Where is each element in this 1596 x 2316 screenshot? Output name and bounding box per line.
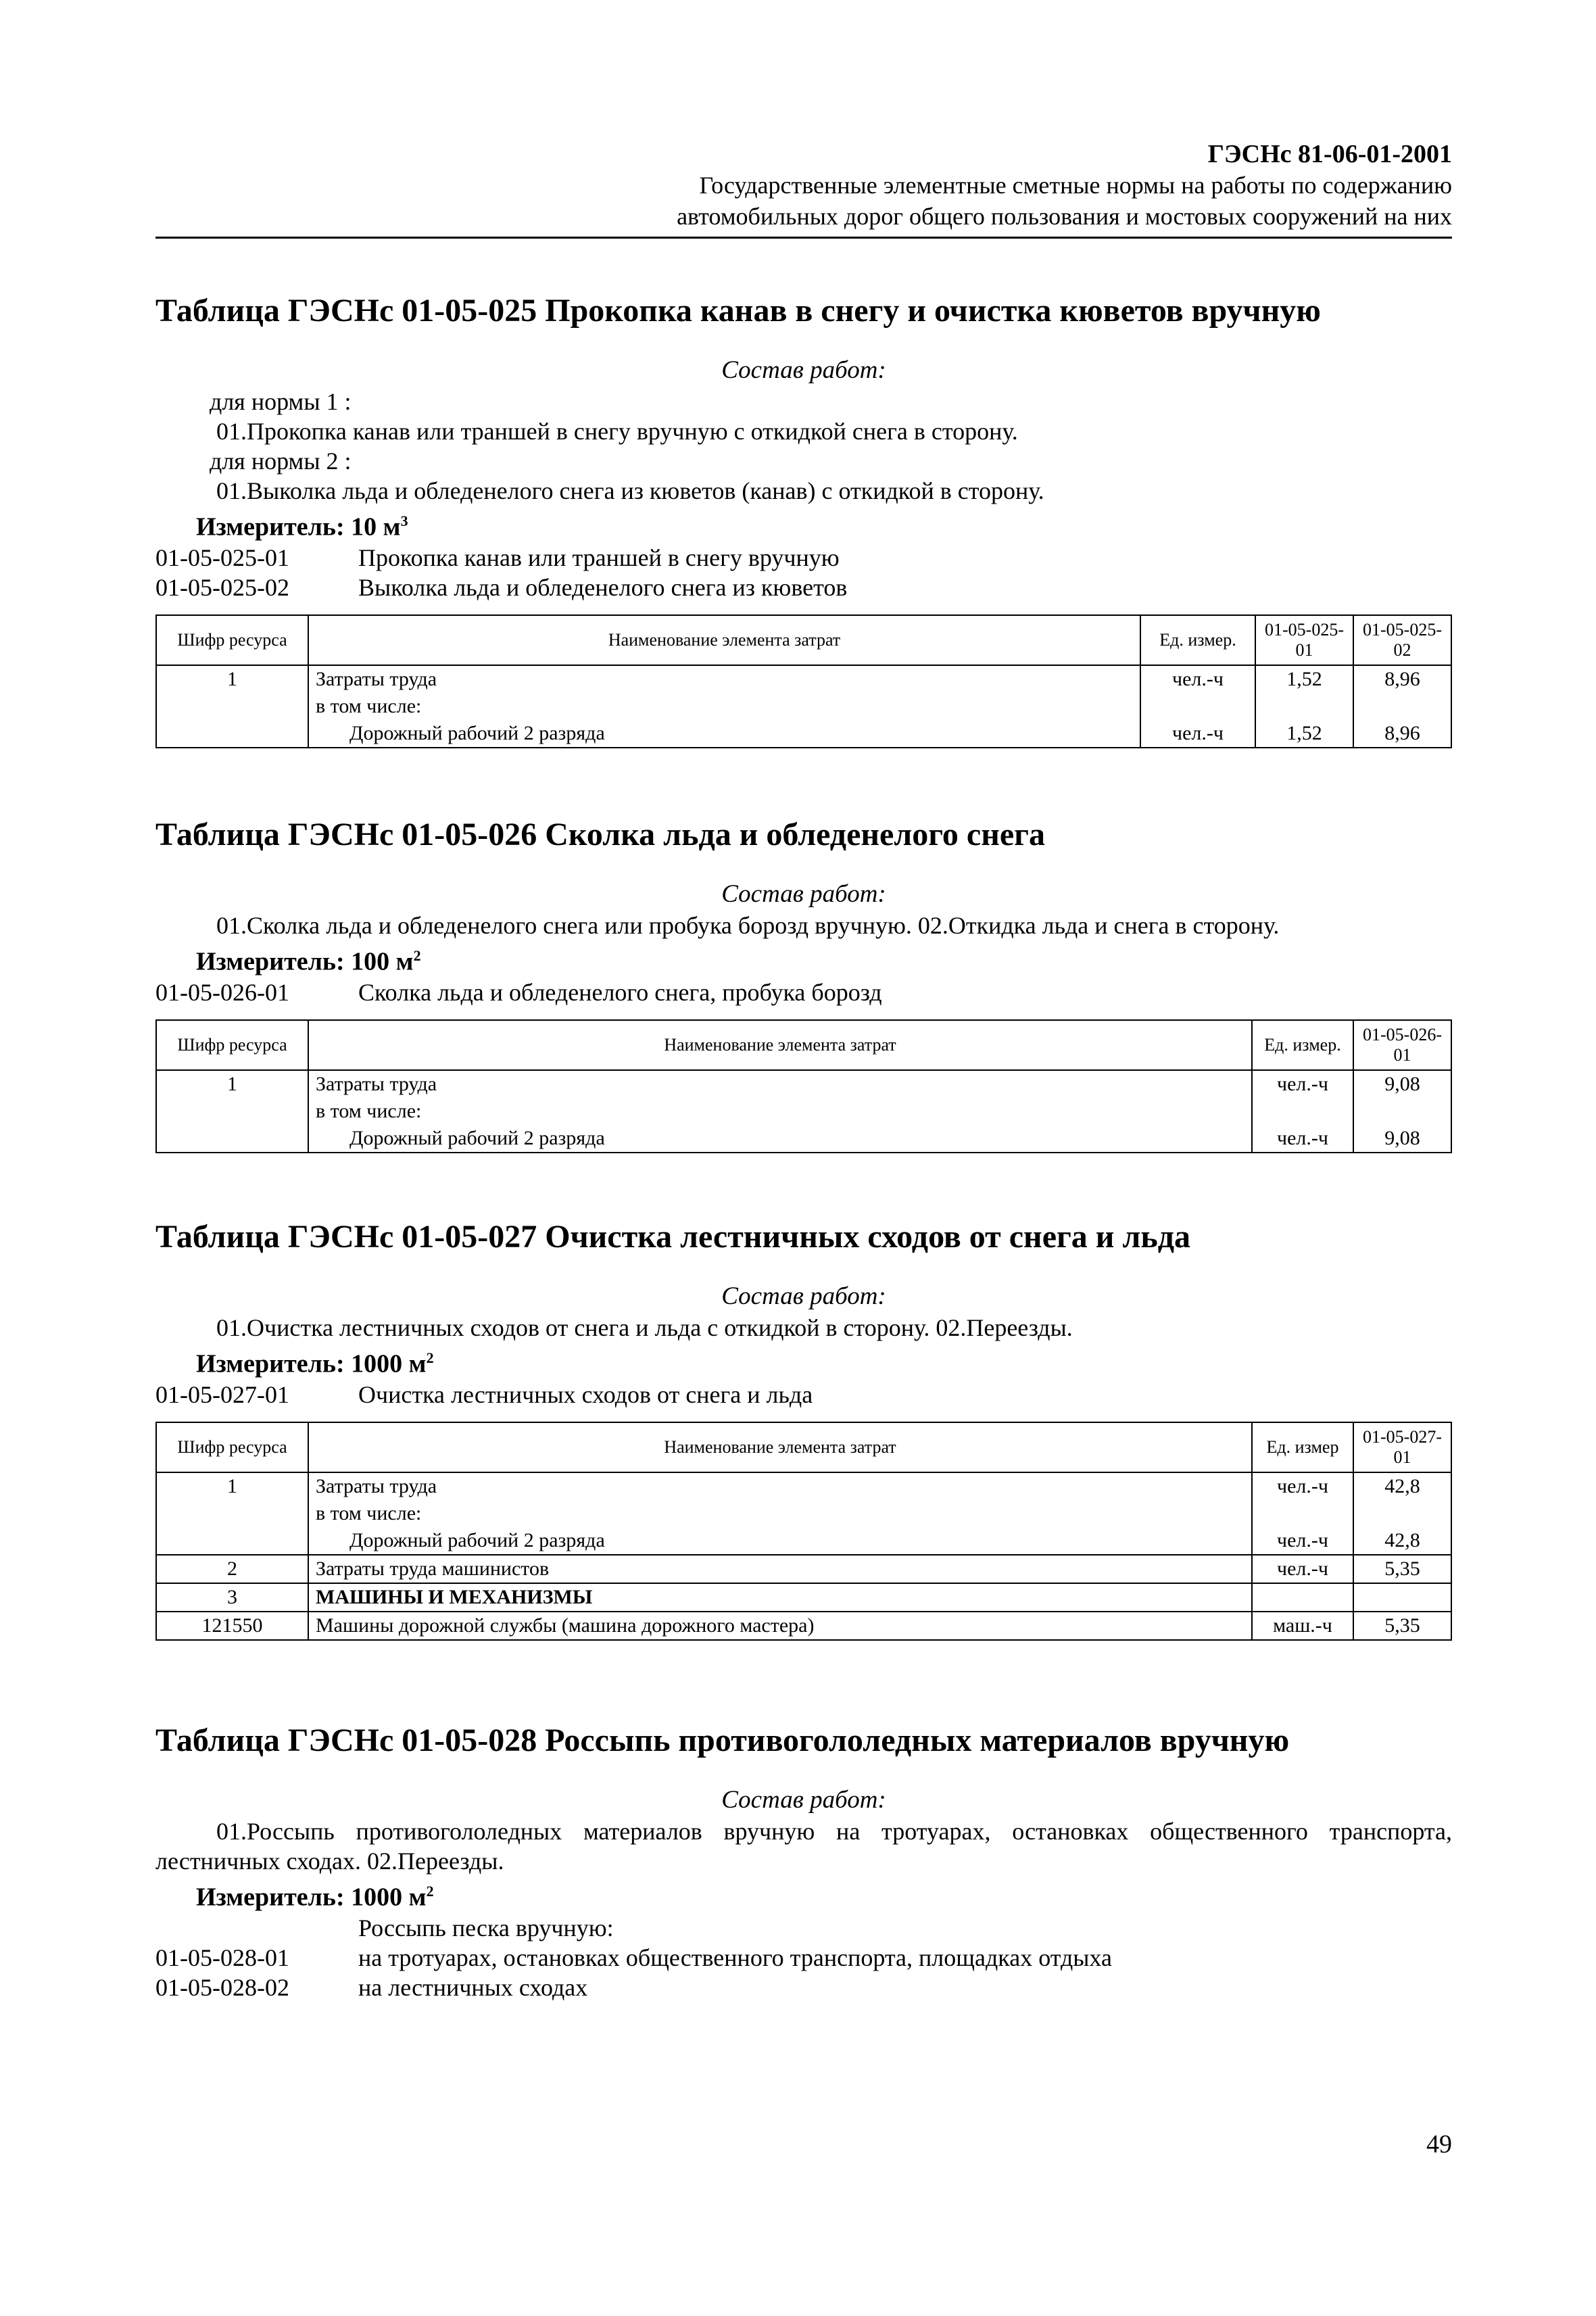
cell-value: 1,52 <box>1255 665 1353 693</box>
col-norm-1: 01-05-025-01 <box>1255 615 1353 665</box>
header-rule <box>155 237 1452 239</box>
measure-value: 1000 м <box>351 1883 427 1912</box>
measure-value: 1000 м <box>351 1349 427 1378</box>
col-cost-element: Наименование элемента затрат <box>308 1422 1252 1472</box>
table-row <box>156 1555 1451 1583</box>
cell-unit: чел.-ч <box>1252 1527 1353 1555</box>
cell-unit <box>1140 693 1255 720</box>
cell-name: Затраты труда <box>308 1472 1252 1500</box>
header-line-1: Государственные элементные сметные нормы на работы по содержанию <box>699 172 1452 199</box>
col-resource-code: Шифр ресурса <box>156 1020 308 1070</box>
norm-1-label: для нормы 1 : <box>210 388 352 415</box>
work-composition-heading: Состав работ: <box>721 1282 886 1310</box>
cell-unit: чел.-ч <box>1252 1070 1353 1098</box>
work-description: 01.Очистка лестничных сходов от снега и льда с откидкой в сторону. 02.Переезды. <box>216 1314 1073 1341</box>
table-header-row <box>156 1020 1451 1070</box>
cell-code <box>156 693 308 720</box>
cell-unit: чел.-ч <box>1252 1472 1353 1500</box>
measure-value: 100 м <box>351 947 414 976</box>
work-composition-heading: Состав работ: <box>721 356 886 384</box>
cell-value: 8,96 <box>1353 665 1451 693</box>
table-row <box>156 1472 1451 1500</box>
norm-codes <box>155 1380 1452 1409</box>
norm-desc: Сколка льда и обледенелого снега, пробука борозд <box>358 978 882 1006</box>
norm-code: 01-05-025-01 <box>155 544 289 571</box>
col-cost-element: Наименование элемента затрат <box>308 615 1140 665</box>
document-code: ГЭСНс 81-06-01-2001 <box>1207 140 1452 168</box>
norm-code: 01-05-025-02 <box>155 573 289 601</box>
work-description: 01.Сколка льда и обледенелого снега или пробука борозд вручную. 02.Откидка льда и снега в сторону. <box>216 912 1280 939</box>
section-01-05-028 <box>155 1720 1452 2002</box>
cell-value: 5,35 <box>1353 1612 1451 1640</box>
measure-power: 2 <box>413 947 421 964</box>
section-title: Таблица ГЭСНс 01-05-025 Прокопка канав в снегу и очистка кюветов вручную <box>155 293 1321 329</box>
norm-code-row <box>155 543 1452 573</box>
work-composition-heading: Состав работ: <box>721 880 886 908</box>
cell-name: Затраты труда машинистов <box>308 1555 1252 1583</box>
cell-unit: чел.-ч <box>1252 1125 1353 1153</box>
col-unit: Ед. измер. <box>1252 1020 1353 1070</box>
measure-power: 3 <box>400 512 408 529</box>
section-title: Таблица ГЭСНс 01-05-026 Сколка льда и обледенелого снега <box>155 817 1045 852</box>
norm-code-row <box>155 1380 1452 1409</box>
section-title: Таблица ГЭСНс 01-05-028 Россыпь противогололедных материалов вручную <box>155 1722 1290 1758</box>
cell-code <box>156 1125 308 1153</box>
cell-name: в том числе: <box>308 1500 1252 1527</box>
measure-power: 2 <box>426 1349 434 1366</box>
norm-code: 01-05-028-01 <box>155 1944 289 1971</box>
cell-value: 1,52 <box>1255 720 1353 748</box>
norm-2-work: 01.Выколка льда и обледенелого снега из кюветов (канав) с откидкой в сторону. <box>216 477 1044 504</box>
cell-value <box>1353 1500 1451 1527</box>
norm-desc: Прокопка канав или траншей в снегу вручную <box>358 544 840 571</box>
norm-desc: Выколка льда и обледенелого снега из кюветов <box>358 573 848 601</box>
norm-codes <box>155 978 1452 1007</box>
norm-code-row <box>155 1943 1452 1973</box>
section-title: Таблица ГЭСНс 01-05-027 Очистка лестничных сходов от снега и льда <box>155 1219 1191 1255</box>
norm-desc: на лестничных сходах <box>358 1973 588 2001</box>
cell-code: 3 <box>156 1583 308 1612</box>
cell-name: МАШИНЫ И МЕХАНИЗМЫ <box>308 1583 1252 1612</box>
measure-value: 10 м <box>351 512 401 541</box>
cell-value <box>1353 1098 1451 1125</box>
resource-table <box>155 1019 1452 1153</box>
table-row <box>156 1125 1451 1153</box>
col-norm-2: 01-05-025-02 <box>1353 615 1451 665</box>
norm-2-label: для нормы 2 : <box>210 448 352 475</box>
table-row <box>156 1527 1451 1555</box>
cell-value: 9,08 <box>1353 1070 1451 1098</box>
norm-desc: на тротуарах, остановках общественного транспорта, площадках отдыха <box>358 1944 1112 1971</box>
resource-table <box>155 614 1452 748</box>
cell-name: в том числе: <box>308 1098 1252 1125</box>
cell-value <box>1353 1583 1451 1612</box>
table-row <box>156 693 1451 720</box>
section-01-05-025 <box>155 291 1452 748</box>
table-header-row <box>156 1422 1451 1472</box>
col-norm-1: 01-05-027-01 <box>1353 1422 1451 1472</box>
norm-desc: Очистка лестничных сходов от снега и льда <box>358 1380 813 1408</box>
cell-unit: чел.-ч <box>1140 665 1255 693</box>
measure-label: Измеритель: <box>196 1349 345 1378</box>
norm-code: 01-05-027-01 <box>155 1380 289 1408</box>
table-row <box>156 1583 1451 1612</box>
col-unit: Ед. измер. <box>1140 615 1255 665</box>
cell-name: Дорожный рабочий 2 разряда <box>308 1527 1252 1555</box>
norm-code-row <box>155 573 1452 602</box>
table-header-row <box>156 615 1451 665</box>
header-line-2: автомобильных дорог общего пользования и мостовых сооружений на них <box>677 203 1452 230</box>
col-resource-code: Шифр ресурса <box>156 1422 308 1472</box>
resource-table <box>155 1422 1452 1641</box>
cell-value <box>1353 693 1451 720</box>
work-description: 01.Россыпь противогололедных материалов вручную на тротуарах, остановках общественного транспорта, лестничных сходах. 02.Переезды. <box>155 1818 1452 1875</box>
table-row <box>156 1070 1451 1098</box>
measure-label: Измеритель: <box>196 1883 345 1912</box>
cell-code <box>156 1098 308 1125</box>
cell-name: Затраты труда <box>308 1070 1252 1098</box>
cell-value: 5,35 <box>1353 1555 1451 1583</box>
norm-code-row <box>155 978 1452 1007</box>
col-unit: Ед. измер <box>1252 1422 1353 1472</box>
cell-value: 9,08 <box>1353 1125 1451 1153</box>
norm-code: 01-05-028-02 <box>155 1973 289 2001</box>
col-resource-code: Шифр ресурса <box>156 615 308 665</box>
cell-name: Машины дорожной службы (машина дорожного мастера) <box>308 1612 1252 1640</box>
measure-label: Измеритель: <box>196 947 345 976</box>
norm-1-work: 01.Прокопка канав или траншей в снегу вручную с откидкой снега в сторону. <box>216 418 1018 445</box>
cell-code: 1 <box>156 665 308 693</box>
cell-code: 2 <box>156 1555 308 1583</box>
section-01-05-026 <box>155 815 1452 1153</box>
cell-value: 42,8 <box>1353 1472 1451 1500</box>
cell-unit: чел.-ч <box>1140 720 1255 748</box>
measure <box>155 1343 1452 1380</box>
measure-label: Измеритель: <box>196 512 345 541</box>
cell-name: Дорожный рабочий 2 разряда <box>308 720 1140 748</box>
table-row <box>156 1500 1451 1527</box>
cell-unit: чел.-ч <box>1252 1555 1353 1583</box>
table-row <box>156 1098 1451 1125</box>
norm-code: 01-05-026-01 <box>155 978 289 1006</box>
cell-unit <box>1252 1583 1353 1612</box>
norm-codes <box>155 1913 1452 2002</box>
cell-value: 8,96 <box>1353 720 1451 748</box>
cell-code: 1 <box>156 1472 308 1500</box>
cell-unit <box>1252 1098 1353 1125</box>
cell-code <box>156 1527 308 1555</box>
measure <box>155 940 1452 978</box>
table-row <box>156 665 1451 693</box>
norm-codes <box>155 543 1452 602</box>
norm-group-title: Россыпь песка вручную: <box>358 1914 614 1941</box>
measure <box>155 506 1452 543</box>
page-number: 49 <box>1426 2130 1452 2158</box>
cell-code <box>156 720 308 748</box>
cell-name: Затраты труда <box>308 665 1140 693</box>
measure <box>155 1876 1452 1913</box>
col-cost-element: Наименование элемента затрат <box>308 1020 1252 1070</box>
table-row <box>156 720 1451 748</box>
cell-code: 121550 <box>156 1612 308 1640</box>
col-norm-1: 01-05-026-01 <box>1353 1020 1451 1070</box>
cell-name: Дорожный рабочий 2 разряда <box>308 1125 1252 1153</box>
cell-unit: маш.-ч <box>1252 1612 1353 1640</box>
table-row <box>156 1612 1451 1640</box>
cell-code: 1 <box>156 1070 308 1098</box>
cell-value <box>1255 693 1353 720</box>
norm-code-row <box>155 1973 1452 2002</box>
cell-unit <box>1252 1500 1353 1527</box>
cell-name: в том числе: <box>308 693 1140 720</box>
page-header <box>677 139 1452 232</box>
cell-code <box>156 1500 308 1527</box>
cell-value: 42,8 <box>1353 1527 1451 1555</box>
measure-power: 2 <box>426 1883 434 1900</box>
section-01-05-027 <box>155 1217 1452 1641</box>
work-composition-heading: Состав работ: <box>721 1786 886 1814</box>
